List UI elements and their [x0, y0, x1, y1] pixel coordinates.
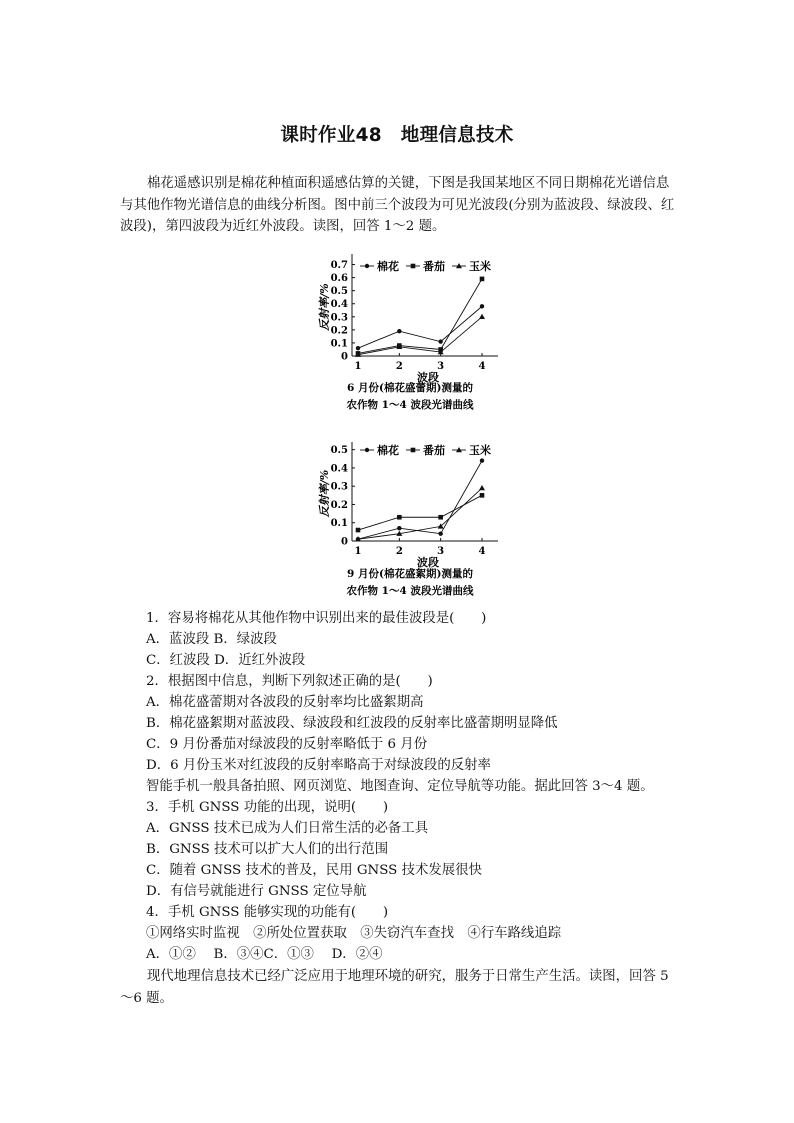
- q4-statements: ①网络实时监视 ②所处位置获取 ③失窃汽车查找 ④行车路线追踪: [146, 926, 562, 941]
- question-2: 2．根据图中信息，判断下列叙述正确的是( ): [146, 674, 433, 689]
- legend-label: 棉花: [377, 260, 399, 273]
- data-point-circle: [397, 329, 401, 333]
- q1-options-cd: C．红波段 D．近红外波段: [146, 653, 306, 668]
- q3-option-b: B．GNSS 技术可以扩大人们的出行范围: [146, 842, 389, 857]
- q3-option-c: C．随着 GNSS 技术的普及，民用 GNSS 技术发展很快: [146, 863, 482, 878]
- data-point-circle: [480, 304, 484, 308]
- y-tick-label: 0.5: [330, 286, 348, 298]
- legend-marker-circle: [365, 264, 369, 268]
- x-tick-label: 3: [437, 361, 445, 372]
- x-tick-label: 2: [395, 546, 403, 557]
- data-point-square: [397, 515, 402, 520]
- q2-option-a: A．棉花盛蕾期对各波段的反射率均比盛絮期高: [146, 695, 424, 710]
- legend-label: 玉米: [469, 260, 491, 273]
- y-tick-label: 0.6: [330, 273, 348, 285]
- question-1: 1．容易将棉花从其他作物中识别出来的最佳波段是( ): [146, 611, 487, 626]
- data-point-triangle: [479, 485, 485, 490]
- y-axis-label: 反射率/%: [318, 283, 331, 331]
- chart-caption-line1: 9 月份(棉花盛絮期)测量的: [347, 568, 473, 580]
- legend-label: 番茄: [423, 444, 445, 457]
- q2-option-c: C．9 月份番茄对绿波段的反射率略低于 6 月份: [146, 737, 428, 752]
- data-point-square: [356, 528, 361, 533]
- x-tick-label: 3: [437, 546, 445, 557]
- y-tick-label: 0.3: [330, 312, 348, 324]
- q2-option-b: B．棉花盛絮期对蓝波段、绿波段和红波段的反射率比盛蕾期明显降低: [146, 716, 558, 731]
- y-tick-label: 0.1: [330, 338, 348, 350]
- chart-june: [310, 248, 510, 418]
- x-tick-label: 1: [354, 361, 362, 372]
- question-4: 4．手机 GNSS 能够实现的功能有( ): [146, 905, 389, 920]
- data-point-square: [480, 277, 485, 282]
- q4-options: A．①② B．③④C．①③ D．②④: [146, 947, 383, 962]
- y-tick-label: 0.2: [330, 325, 348, 337]
- legend-marker-circle: [365, 448, 369, 452]
- x-tick-label: 4: [478, 361, 486, 372]
- y-tick-label: 0.1: [330, 518, 348, 530]
- q3-option-a: A．GNSS 技术已成为人们日常生活的必备工具: [146, 821, 429, 836]
- q2-option-d: D．6 月份玉米对红波段的反射率略高于对绿波段的反射率: [146, 758, 491, 773]
- intro-paragraph: 棉花遥感识别是棉花种植面积遥感估算的关键，下图是我国某地区不同日期棉花光谱信息与其他作物光谱信息的曲线分析图。图中前三个波段为可见光波段(分别为蓝波段、绿波段、红波段)，第四波段为近红外波段。读图，回答 1～2 题。: [120, 176, 675, 234]
- x-axis-label: 波段: [417, 371, 439, 384]
- y-tick-label: 0.4: [330, 463, 348, 475]
- legend-label: 番茄: [423, 260, 445, 273]
- series-line-square: [358, 495, 482, 530]
- y-tick-label: 0: [341, 536, 348, 548]
- q1-options-ab: A．蓝波段 B．绿波段: [146, 632, 277, 647]
- q3-option-d: D．有信号就能进行 GNSS 定位导航: [146, 884, 367, 899]
- y-tick-label: 0: [341, 351, 348, 363]
- legend-label: 棉花: [377, 444, 399, 457]
- y-axis-label: 反射率/%: [318, 469, 331, 518]
- y-tick-label: 0.4: [330, 299, 348, 311]
- chart-caption-line2: 农作物 1～4 波段光谱曲线: [346, 399, 474, 411]
- page-title: 课时作业48 地理信息技术: [280, 125, 514, 146]
- chart-caption-line2: 农作物 1～4 波段光谱曲线: [346, 585, 474, 597]
- data-point-circle: [397, 526, 401, 530]
- material-5-6: 现代地理信息技术已经广泛应用于地理环境的研究，服务于日常生产生活。读图，回答 5～6 题。: [120, 969, 669, 1006]
- y-tick-label: 0.5: [330, 445, 348, 457]
- data-point-circle: [438, 339, 442, 343]
- data-point-square: [438, 515, 443, 520]
- legend-marker-square: [411, 264, 416, 269]
- data-point-circle: [356, 346, 360, 350]
- x-tick-label: 4: [478, 546, 486, 557]
- y-tick-label: 0.2: [330, 499, 348, 511]
- series-line-triangle: [358, 488, 482, 539]
- series-line-circle: [358, 306, 482, 348]
- legend-marker-square: [411, 448, 416, 453]
- data-point-triangle: [479, 314, 485, 319]
- series-line-square: [358, 279, 482, 353]
- series-line-circle: [358, 461, 482, 540]
- data-point-circle: [480, 458, 484, 462]
- legend-label: 玉米: [469, 444, 491, 457]
- chart-september: [310, 436, 510, 601]
- x-axis-label: 波段: [417, 556, 439, 569]
- data-point-square: [480, 493, 485, 498]
- x-tick-label: 2: [395, 361, 403, 372]
- data-point-circle: [438, 531, 442, 535]
- x-tick-label: 1: [354, 546, 362, 557]
- chart-caption-line1: 6 月份(棉花盛蕾期)测量的: [347, 382, 473, 394]
- material-3-4: 智能手机一般具备拍照、网页浏览、地图查询、定位导航等功能。据此回答 3～4 题。: [146, 779, 654, 794]
- question-3: 3．手机 GNSS 功能的出现，说明( ): [146, 800, 389, 815]
- y-tick-label: 0.7: [330, 260, 348, 272]
- y-tick-label: 0.3: [330, 481, 348, 493]
